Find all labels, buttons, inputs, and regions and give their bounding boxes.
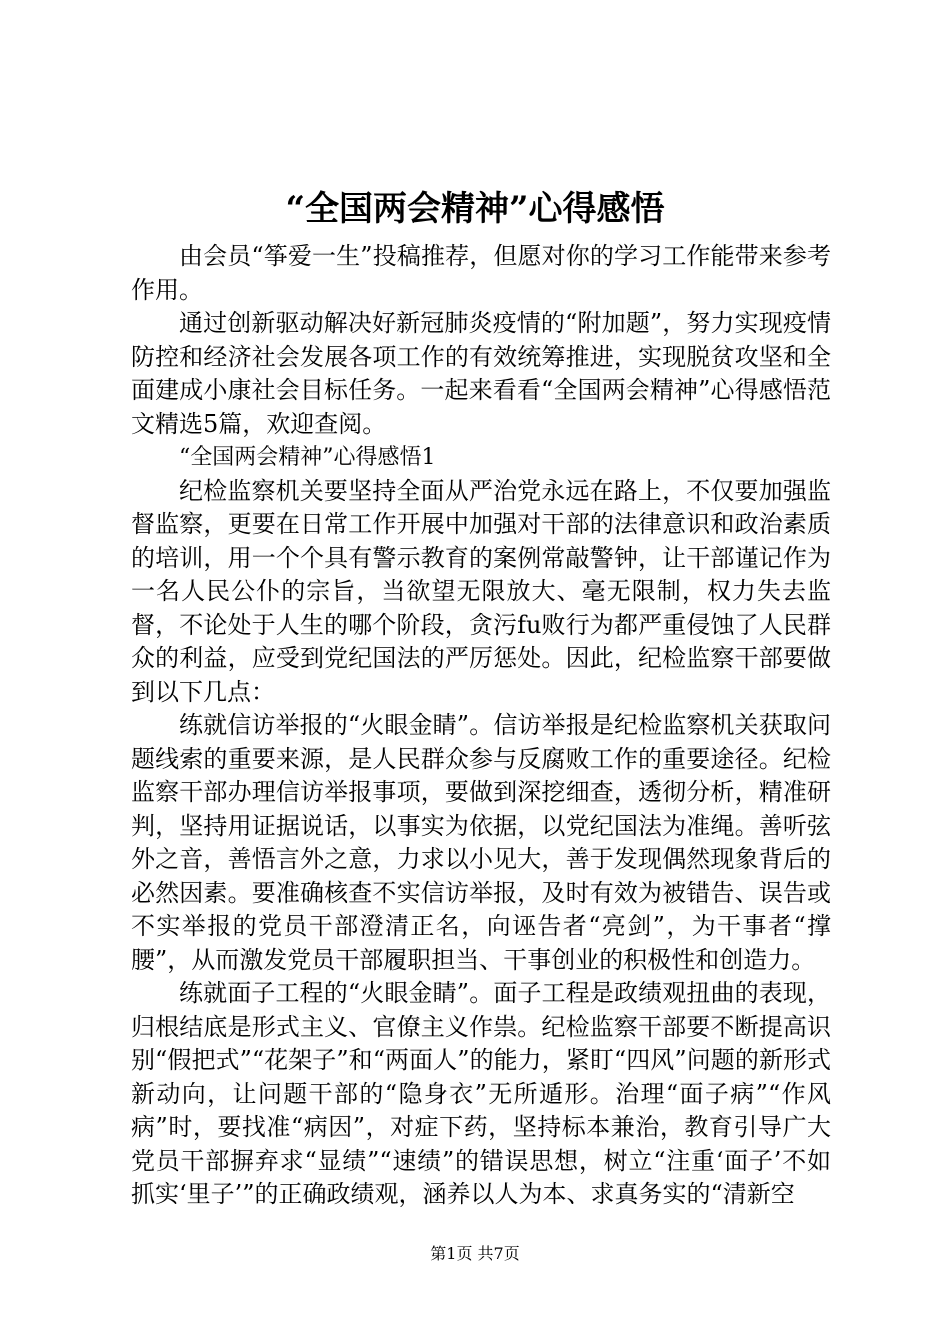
- document-title: “全国两会精神”心得感悟: [285, 189, 665, 229]
- document-body: [131, 240, 831, 1212]
- intro-paragraph: 由会员“筝爱一生”投稿推荐，但愿对你的学习工作能带来参考作用。: [131, 242, 831, 304]
- section-heading: “全国两会精神”心得感悟1: [179, 445, 436, 470]
- body-paragraph: 纪检监察机关要坚持全面从严治党永远在路上，不仅要加强监督监察，更要在日常工作开展中加强对干部的法律意识和政治素质的培训，用一个个具有警示教育的案例常敲警钟，让干部谨记作为一名人民公仆的宗旨，当欲望无限放大、毫无限制，权力失去监督，不论处于人生的哪个阶段，贪污fu败行为都严重侵蚀了人民群众的利益，应受到党纪国法的严厉惩处。因此，纪检监察干部要做到以下几点：: [131, 476, 831, 706]
- page-footer: 第1页 共7页: [430, 1244, 520, 1263]
- body-paragraph: 练就信访举报的“火眼金睛”。信访举报是纪检监察机关获取问题线索的重要来源，是人民群众参与反腐败工作的重要途径。纪检监察干部办理信访举报事项，要做到深挖细查，透彻分析，精准研判，坚持用证据说话，以事实为依据，以党纪国法为准绳。善听弦外之音，善悟言外之意，力求以小见大，善于发现偶然现象背后的必然因素。要准确核查不实信访举报，及时有效为被错告、误告或不实举报的党员干部澄清正名，向诬告者“亮剑”，为干事者“撑腰”，从而激发党员干部履职担当、干事创业的积极性和创造力。: [131, 711, 831, 974]
- summary-paragraph: 通过创新驱动解决好新冠肺炎疫情的“附加题”，努力实现疫情防控和经济社会发展各项工作的有效统筹推进，实现脱贫攻坚和全面建成小康社会目标任务。一起来看看“全国两会精神”心得感悟范文精选5篇，欢迎查阅。: [131, 309, 831, 438]
- body-paragraph: 练就面子工程的“火眼金睛”。面子工程是政绩观扭曲的表现，归根结底是形式主义、官僚主义作祟。纪检监察干部要不断提高识别“假把式”“花架子”和“两面人”的能力，紧盯“四风”问题的新形式新动向，让问题干部的“隐身衣”无所遁形。治理“面子病”“作风病”时，要找准“病因”，对症下药，坚持标本兼治，教育引导广大党员干部摒弃求“显绩”“速绩”的错误思想，树立“注重‘面子’不如抓实‘里子’”的正确政绩观，涵养以人为本、求真务实的“清新空: [131, 979, 831, 1208]
